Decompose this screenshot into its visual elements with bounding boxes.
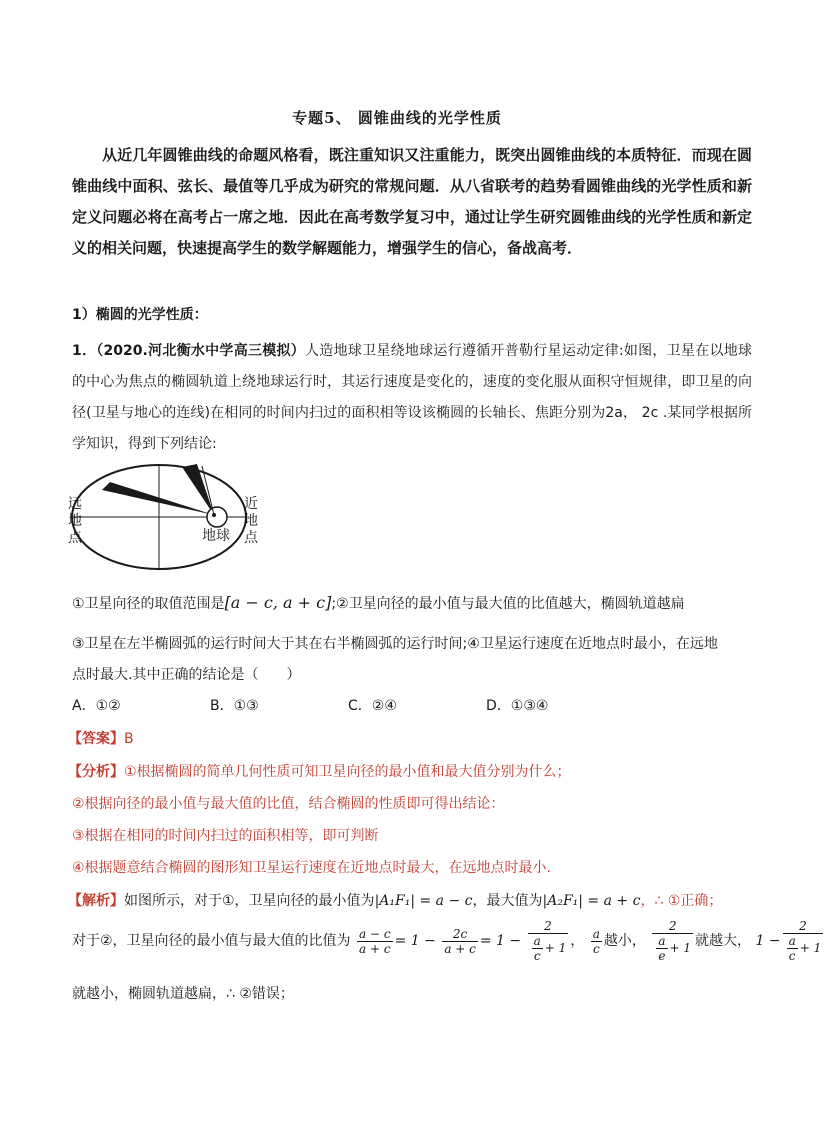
range-interval: [a − c, a + c] <box>224 593 332 612</box>
solution-line-3: 就越小，椭圆轨道越扁，∴ ②错误； <box>72 986 294 1002</box>
option-d[interactable]: D．①③④ <box>486 698 549 714</box>
option-b[interactable]: B．①③ <box>210 698 259 714</box>
answer-value: B <box>124 731 134 747</box>
conclusion-3-4-cont: 点时最大.其中正确的结论是（ ） <box>72 667 301 683</box>
analysis-line-2: ②根据向径的最小值与最大值的比值，结合椭圆的性质即可得出结论： <box>72 796 505 812</box>
option-c[interactable]: C．②④ <box>348 698 397 714</box>
answer-tag: 【答案】 <box>68 731 124 747</box>
earth-label: 地球 <box>202 528 230 544</box>
question-1 <box>72 336 752 460</box>
answer-line <box>68 728 758 748</box>
conclusion-3-4: ③卫星在左半椭圆弧的运行时间大于其在右半椭圆弧的运行时间;④卫星运行速度在近地点时最小，在远地 <box>72 636 718 652</box>
min-radius-expr: |A₁F₁| = a − c <box>374 893 473 909</box>
solution-line-1: 【解析】如图所示，对于①，卫星向径的最小值为|A₁F₁| = a − c，最大值为|A₂F₁| = a + c，∴ ①正确； <box>68 893 723 909</box>
solution-line-2: 对于②，卫星向径的最小值与最大值的比值为 $\frac{a - c}{a + c}$ = 1 − $\frac{2c}{a + c}$ = 1 − 2 $\frac{a}{c}$ + 1 ， $\frac{a}{c}$ 越小， 2 $\frac{a}{e}$ + 1 就越大， 1 − 2 $\frac{a}{c}$ + 1 <box>72 919 822 963</box>
question-number: 1． <box>72 343 97 359</box>
near-point-label-3: 点 <box>244 530 258 546</box>
conclusion-1-2: ①卫星向径的取值范围是[a − c, a + c];②卫星向径的最小值与最大值的比值越大，椭圆轨道越扁 <box>72 593 685 612</box>
question-text: 人造地球卫星绕地球运行遵循开普勒行星运动定律:如图，卫星在以地球的中心为焦点的椭圆轨道上绕地球运行时，其运行速度是变化的，速度的变化服从面积守恒规律，即卫星的向径(卫星与地心的连线)在相同的时间内扫过的面积相等设该椭圆的长轴长、焦距分别为2a， 2c .某同学根据所学知识，得到下列结论: <box>72 343 752 452</box>
analysis-line-4: ④根据题意结合椭圆的图形知卫星运行速度在近地点时最大，在远地点时最小. <box>72 860 551 876</box>
option-a[interactable]: A．①② <box>72 698 121 714</box>
page-title: 专题5、 圆锥曲线的光学性质 <box>292 109 502 127</box>
earth-circle <box>207 507 227 527</box>
analysis-line-3: ③根据在相同的时间内扫过的面积相等，即可判断 <box>72 828 379 844</box>
far-point-label-3: 点 <box>68 530 82 546</box>
ratio-fraction: $\frac{a - c}{a + c}$ <box>359 926 391 956</box>
analysis-line-1: 【分析】①根据椭圆的简单几何性质可知卫星向径的最小值和最大值分别为什么； <box>68 764 571 780</box>
section-heading: 1）椭圆的光学性质： <box>72 307 208 323</box>
question-source: （2020.河北衡水中学高三模拟） <box>96 343 306 359</box>
max-radius-expr: |A₂F₁| = a + c <box>542 893 641 909</box>
intro-paragraph: 从近几年圆锥曲线的命题风格看，既注重知识又注重能力，既突出圆锥曲线的本质特征．而现在圆锥曲线中面积、弦长、最值等几乎成为研究的常规问题．从八省联考的趋势看圆锥曲线的光学性质和新定义问题必将在高考占一席之地．因此在高考数学复习中，通过让学生研究圆锥曲线的光学性质和新定义的相关问题，快速提高学生的数学解题能力，增强学生的信心，备战高考． <box>72 146 752 257</box>
near-point-label-2: 地 <box>244 513 258 529</box>
orbit-figure <box>64 470 274 550</box>
far-point-label-1: 远 <box>68 496 82 512</box>
far-point-label-2: 地 <box>68 513 82 529</box>
near-point-label-1: 近 <box>244 496 258 512</box>
